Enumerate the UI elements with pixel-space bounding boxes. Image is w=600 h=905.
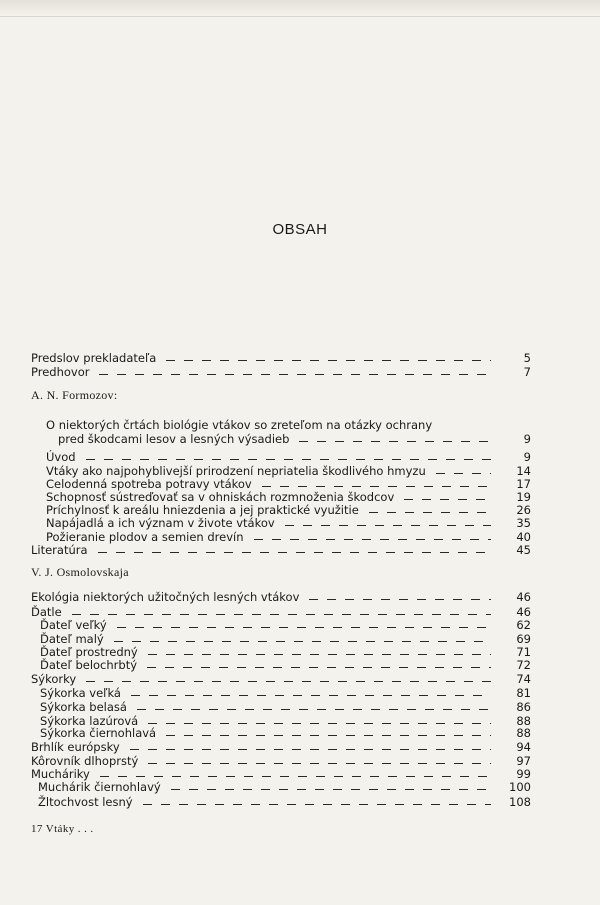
dash-leader [100,776,491,777]
dash-leader [299,441,491,442]
toc-entry-page: 9 [523,450,531,464]
toc-entry-label: Sýkorka lazúrová [40,714,139,728]
toc-entry [31,590,531,604]
toc-entry [31,767,531,781]
toc-entry-page: 99 [516,767,531,781]
dash-leader [86,459,491,460]
toc-entry-label: Sýkorky [31,672,77,686]
toc-entry-page: 88 [516,726,531,740]
toc-entry-label: Vtáky ako najpohyblivejší prirodzení nepriatelia škodlivého hmyzu [46,464,426,478]
dash-leader [436,473,491,474]
page-title: OBSAH [272,221,328,238]
toc-entry-label: Predhovor [31,365,90,379]
dash-leader [262,486,491,487]
toc-entry [46,477,531,491]
toc-entry-page: 108 [509,795,531,809]
toc-entry-label: Sýkorka veľká [40,686,121,700]
toc-entry-page: 81 [516,686,531,700]
toc-entry [40,618,531,632]
toc-entry [46,503,531,517]
dash-leader [130,749,491,750]
toc-entry-label: Ďateľ malý [40,632,104,646]
toc-entry-label: Sýkorka čiernohlavá [40,726,157,740]
toc-entry-label: Ďatle [31,605,62,619]
dash-leader [114,641,491,642]
section-author: V. J. Osmolovskaja [31,565,129,579]
toc-entry-label: Sýkorka belasá [40,700,127,714]
dash-leader [98,552,491,553]
toc-entry [31,351,531,365]
dash-leader [309,599,491,600]
dash-leader [137,709,491,710]
toc-entry-page: 46 [516,590,531,604]
toc-entry [46,464,531,478]
toc-entry [40,686,531,700]
toc-entry-label: Celodenná spotreba potravy vtákov [46,477,252,491]
dash-leader [166,360,491,361]
toc-entry-label: Žltochvost lesný [38,795,133,809]
dash-leader [99,374,491,375]
dash-leader [369,512,491,513]
toc-entry-page: 86 [516,700,531,714]
toc-entry-page: 17 [516,477,531,491]
toc-entry [58,432,531,446]
toc-entry [31,543,531,557]
toc-entry-label: Muchárik čiernohlavý [38,780,161,794]
dash-leader [131,695,491,696]
dash-leader [147,667,491,668]
toc-entry-label: Kôrovník dlhoprstý [31,754,139,768]
dash-leader [285,525,491,526]
toc-entry [40,726,531,740]
signature-mark: 17 Vtáky . . . [31,823,94,835]
toc-entry [46,490,531,504]
toc-entry-label: pred škodcami lesov a lesných výsadieb [58,432,290,446]
toc-entry [40,658,531,672]
toc-entry-page: 40 [516,530,531,544]
toc-entry-label: Príchylnosť k areálu hniezdenia a jej praktické využitie [46,503,359,517]
toc-entry-page: 62 [516,618,531,632]
toc-entry-label: Predslov prekladateľa [31,351,157,365]
toc-entry-label: Ekológia niektorých užitočných lesných vtákov [31,590,300,604]
toc-entry-label: Požieranie plodov a semien drevín [46,530,244,544]
toc-entry-label: Ďateľ belochrbtý [40,658,138,672]
dash-leader [148,723,491,724]
toc-entry [40,645,531,659]
toc-entry-label: Literatúra [31,543,88,557]
section-author: A. N. Formozov: [31,388,118,402]
toc-entry-page: 71 [516,645,531,659]
toc-entry-page: 97 [516,754,531,768]
toc-entry-page: 5 [523,351,531,365]
toc-entry-label: Ďateľ prostredný [40,645,138,659]
toc-entry [46,530,531,544]
toc-entry-page: 26 [516,503,531,517]
page-top-edge [0,0,600,17]
toc-entry-page: 7 [523,365,531,379]
toc-entry [31,605,531,619]
toc-entry [31,365,531,379]
toc-entry-page: 9 [523,432,531,446]
toc-entry-page: 74 [516,672,531,686]
toc-entry [38,780,531,794]
toc-entry-label: Napájadlá a ich význam v živote vtákov [46,516,275,530]
dash-leader [148,654,491,655]
toc-entry-label: Ďateľ veľký [40,618,107,632]
toc-entry [31,740,531,754]
dash-leader [171,789,491,790]
dash-leader [143,804,491,805]
toc-entry [31,672,531,686]
toc-entry-page: 46 [516,605,531,619]
toc-entry-label: Schopnosť sústreďovať sa v ohniskách rozmnoženia škodcov [46,490,395,504]
toc-entry [38,795,531,809]
toc-entry-label: Úvod [46,450,76,464]
dash-leader [72,614,491,615]
dash-leader [117,627,491,628]
toc-entry-page: 19 [516,490,531,504]
toc-entry [46,516,531,530]
toc-entry [46,450,531,464]
toc-entry-page: 94 [516,740,531,754]
toc-entry-page: 14 [516,464,531,478]
toc-entry-label: Brhlík európsky [31,740,120,754]
toc-entry-label: Mucháriky [31,767,90,781]
toc-entry [40,632,531,646]
dash-leader [404,499,491,500]
toc-entry-page: 72 [516,658,531,672]
toc-entry-page: 69 [516,632,531,646]
toc-entry-page: 35 [516,516,531,530]
dash-leader [86,681,491,682]
toc-entry-page: 100 [509,780,531,794]
toc-entry-page: 88 [516,714,531,728]
dash-leader [254,539,491,540]
toc-entry-page: 45 [516,543,531,557]
dash-leader [148,763,491,764]
dash-leader [166,735,491,736]
toc-entry [40,700,531,714]
toc-entry [31,754,531,768]
toc-entry-title-line1: O niektorých črtách biológie vtákov so zreteľom na otázky ochrany [46,418,433,432]
